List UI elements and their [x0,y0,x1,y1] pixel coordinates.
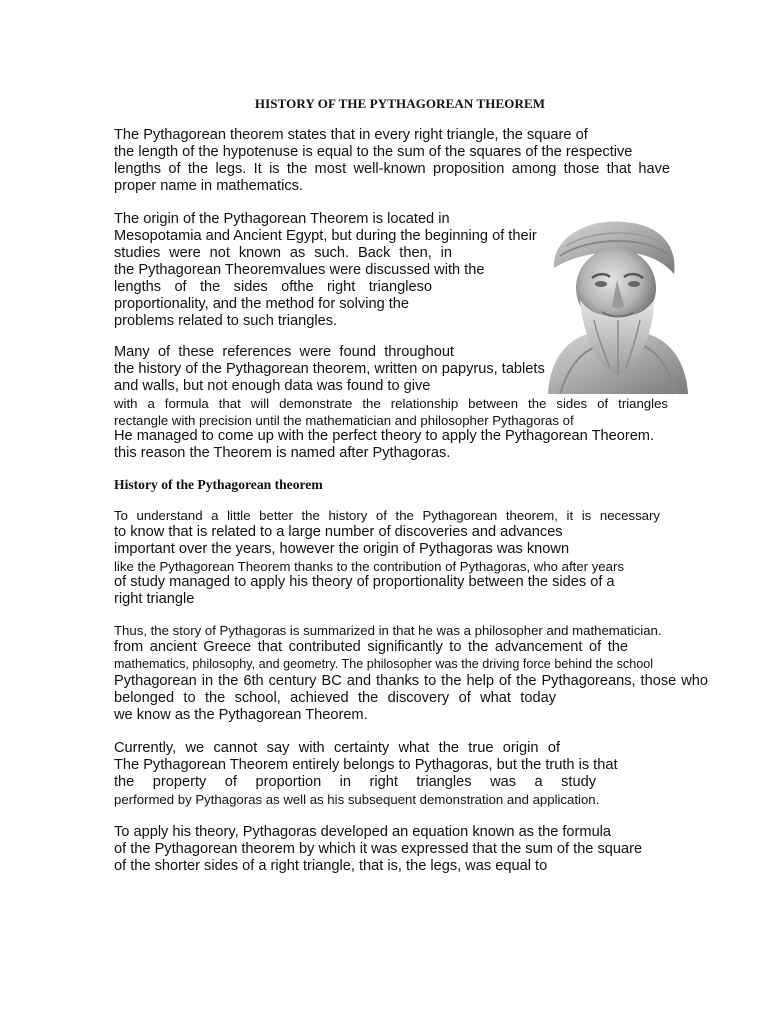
pythagoras-bust-image [540,216,690,394]
text-line: lengths of the sides ofthe right triangleso [114,279,432,295]
text-line: of the Pythagorean theorem by which it was expressed that the sum of the square [114,841,643,857]
text-line: lengths of the legs. It is the most well-known proposition among those that have [114,161,670,177]
text-line: the property of proportion in right triangles was a study [114,774,596,790]
text-line: the length of the hypotenuse is equal to the sum of the squares of the respective [114,144,633,160]
text-line: of the shorter sides of a right triangle, that is, the legs, was equal to [114,858,548,874]
text-line: right triangle [114,591,195,607]
text-line: To understand a little better the history of the Pythagorean theorem, it is necessary [114,508,660,523]
text-line: and walls, but not enough data was found to give [114,378,431,394]
text-line: Many of these references were found throughout [114,344,454,360]
text-line: important over the years, however the origin of Pythagoras was known [114,541,570,557]
text-line: The Pythagorean theorem states that in every right triangle, the square of [114,127,588,143]
text-line: proper name in mathematics. [114,178,303,194]
text-line: belonged to the school, achieved the discovery of what today [114,690,556,706]
text-line: to know that is related to a large number of discoveries and advances [114,524,563,540]
text-line: proportionality, and the method for solving the [114,296,410,312]
text-line: performed by Pythagoras as well as his subsequent demonstration and application. [114,792,600,807]
text-line: mathematics, philosophy, and geometry. The philosopher was the driving force behind the school [114,657,654,671]
text-line: Mesopotamia and Ancient Egypt, but during the beginning of their [114,228,537,244]
text-line: the history of the Pythagorean theorem, written on papyrus, tablets [114,361,545,377]
text-line: He managed to come up with the perfect theory to apply the Pythagorean Theorem. [114,428,655,444]
text-line: The origin of the Pythagorean Theorem is located in [114,211,450,227]
text-line: like the Pythagorean Theorem thanks to the contribution of Pythagoras, who after years [114,559,624,574]
text-line: Currently, we cannot say with certainty what the true origin of [114,740,560,756]
text-line: of study managed to apply his theory of proportionality between the sides of a [114,574,615,590]
text-line: problems related to such triangles. [114,313,338,329]
text-line: The Pythagorean Theorem entirely belongs to Pythagoras, but the truth is that [114,757,618,773]
text-line: the Pythagorean Theoremvalues were discussed with the [114,262,485,278]
text-line: To apply his theory, Pythagoras developed an equation known as the formula [114,824,612,840]
document-title: HISTORY OF THE PYTHAGOREAN THEOREM [254,96,546,111]
text-line: studies were not known as such. Back then, in [114,245,452,261]
text-line: with a formula that will demonstrate the relationship between the sides of triangles [114,396,668,411]
text-line: we know as the Pythagorean Theorem. [114,707,368,723]
text-line: rectangle with precision until the mathematician and philosopher Pythagoras of [114,413,574,428]
text-line: from ancient Greece that contributed significantly to the advancement of the [114,639,628,655]
section-heading: History of the Pythagorean theorem [114,477,323,492]
text-line: this reason the Theorem is named after Pythagoras. [114,445,451,461]
text-line: Pythagorean in the 6th century BC and thanks to the help of the Pythagoreans, those who [114,673,708,689]
text-line: Thus, the story of Pythagoras is summarized in that he was a philosopher and mathematician. [114,623,662,638]
